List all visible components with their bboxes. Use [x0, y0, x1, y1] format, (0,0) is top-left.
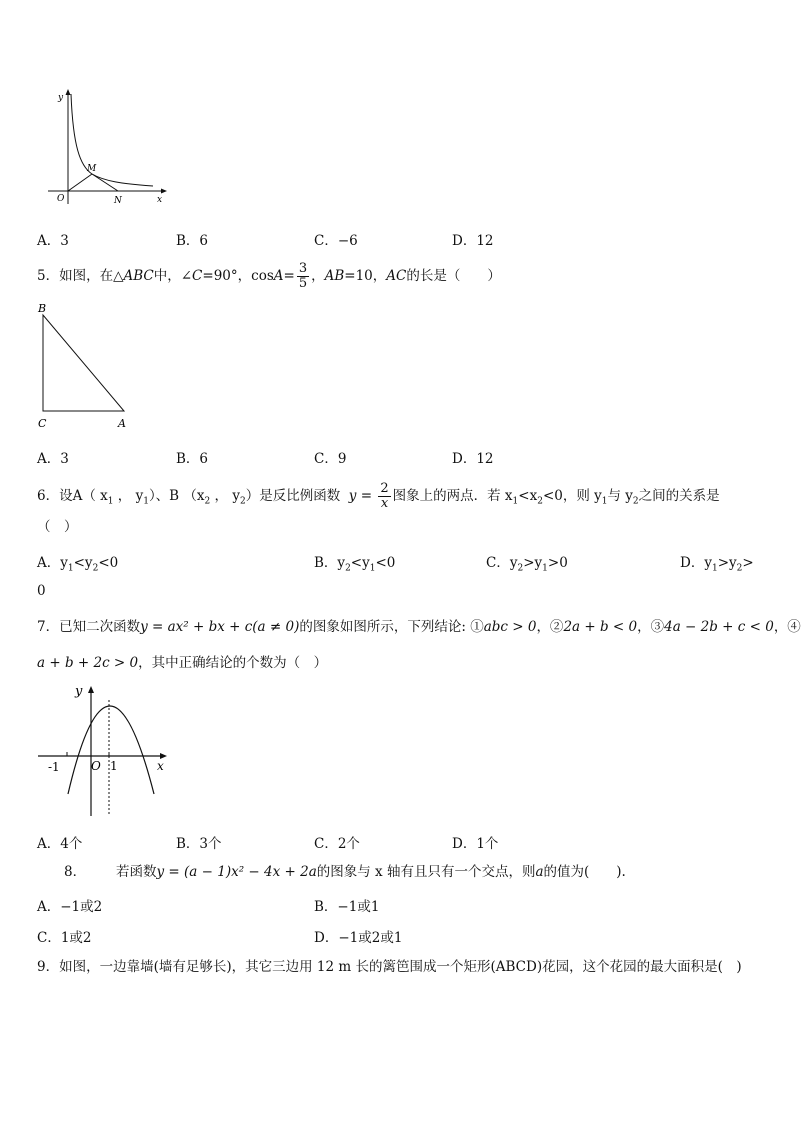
q6-option-d: D．$y_1>y_2>$: [680, 555, 754, 574]
q7-option-d: D．1个: [452, 836, 499, 852]
q7-question-line1: 7．已知二次函数y = ax² + bx + c(a ≠ 0)的图象如图所示，下列结论: ①abc > 0，②2a + b < 0，③4a − 2b + c < 0，④: [37, 619, 801, 635]
point-m-label: M: [87, 164, 97, 174]
hyperbola-curve: [71, 94, 153, 186]
q7-option-c: C．2个: [314, 836, 360, 852]
q5-option-a: A．3: [37, 451, 69, 467]
q4-option-c: C．−6: [314, 233, 358, 249]
q8-option-d: D．−1或2或1: [314, 930, 403, 946]
q6-fraction: $\frac{2}{x}$: [380, 481, 389, 511]
x-axis-label: x: [157, 759, 164, 773]
tick-label-1: 1: [110, 759, 118, 773]
q5-figure: [34, 298, 134, 430]
y-axis-arrow: [66, 89, 71, 95]
q5-option-d: D．12: [452, 451, 494, 467]
q8-option-a: A．−1或2: [37, 899, 103, 915]
origin-label: O: [57, 194, 65, 204]
y-axis-label: y: [58, 93, 64, 103]
segment-om: [68, 174, 92, 191]
vertex-b-label: B: [38, 302, 47, 315]
parabola-curve: [68, 706, 154, 794]
q5-option-b: B．6: [176, 451, 209, 467]
q6-question-line2: （ ）: [37, 519, 78, 535]
q4-option-b: B．6: [176, 233, 209, 249]
segment-mn: [92, 174, 118, 191]
q8-option-c: C．1或2: [37, 930, 92, 946]
x-axis-arrow: [161, 189, 167, 194]
q7-option-b: B．3个: [176, 836, 222, 852]
origin-label: O: [91, 759, 101, 773]
vertex-c-label: C: [38, 417, 47, 430]
tick-label-neg1: -1: [48, 760, 60, 774]
q5-question: 5．如图，在△ABC中，∠C=90°，cosA= $\frac{3}{5}$ ，AB=10，AC的长是（ ）: [37, 261, 501, 291]
y-axis-label: y: [75, 684, 83, 699]
q7-option-a: A．4个: [37, 836, 83, 852]
q6-option-c: C．$y_2>y_1>0$: [486, 555, 568, 574]
q7-question-line2: a + b + 2c > 0，其中正确结论的个数为（ ）: [37, 655, 328, 671]
q8-option-b: B．−1或1: [314, 899, 380, 915]
q6-option-b: B．$y_2<y_1<0$: [314, 555, 396, 574]
q6-option-a: A．$y_1<y_2<0$: [37, 555, 119, 574]
q4-figure: [40, 86, 170, 208]
q5-fraction: $\frac{3}{5}$: [298, 261, 308, 291]
y-axis-arrow: [88, 686, 94, 693]
q6-question: 6．设A（ $x_1$ ， $y_1$）、B （$x_2$ ， $y_2$）是反比例函数 y = $\frac{2}{x}$ 图象上的两点．若 $x_1<x_2<0$，则 $y_1$与 $y_2$之间的关系是: [37, 481, 720, 511]
point-n-label: N: [114, 196, 122, 206]
q8-number: 8．: [64, 864, 87, 880]
q9-question: 9．如图，一边靠墙(墙有足够长)，其它三边用 12 m 长的篱笆围成一个矩形(ABCD)花园，这个花园的最大面积是( ): [37, 959, 742, 975]
q6-option-d-wrap: 0: [37, 583, 46, 599]
q7-figure: [34, 682, 172, 822]
triangle-abc: [43, 315, 124, 411]
q8-question: 8． 若函数y = (a − 1)x² − 4x + 2a的图象与 x 轴有且只有一个交点，则a的值为( ).: [64, 864, 626, 880]
q4-option-a: A．3: [37, 233, 69, 249]
x-axis-label: x: [157, 195, 163, 205]
q5-option-c: C．9: [314, 451, 347, 467]
vertex-a-label: A: [118, 417, 126, 430]
q4-option-d: D．12: [452, 233, 494, 249]
